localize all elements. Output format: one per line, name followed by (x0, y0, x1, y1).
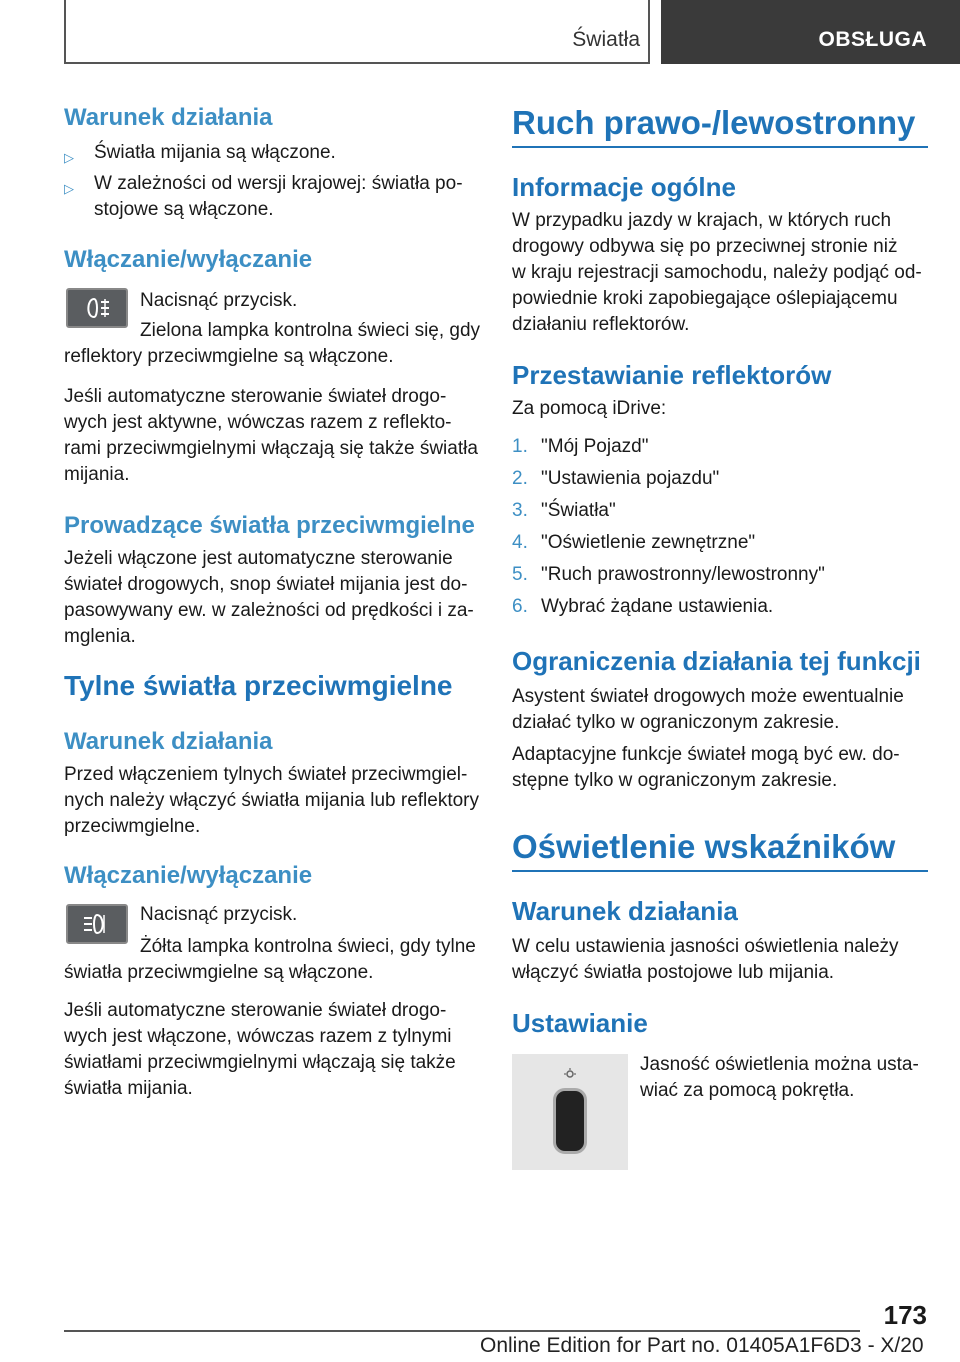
paragraph-line: wych jest włączone, wówczas razem z tylnymi (64, 1026, 452, 1047)
paragraph (512, 684, 904, 736)
heading-wlaczanie-wylaczanie: Włączanie/wyłączanie (64, 862, 313, 889)
chapter-tab (661, 0, 960, 64)
step-number: 5. (512, 564, 528, 585)
step-text: "Ustawienia pojazdu" (541, 468, 720, 489)
paragraph-line: Jeżeli włączone jest automatyczne sterowanie (64, 548, 453, 569)
fog-light-button-image (66, 288, 128, 328)
paragraph (64, 762, 479, 840)
paragraph-line: nych należy włączyć światła mijania lub reflektory (64, 790, 479, 811)
rear-fog-light-icon (82, 912, 112, 936)
paragraph (64, 998, 456, 1102)
page-number: 173 (883, 1300, 927, 1330)
paragraph-line: Adaptacyjne funkcje świateł mogą być ew. do‐ (512, 744, 900, 765)
heading-ograniczenia: Ograniczenia działania tej funkcji (512, 646, 921, 676)
step-number: 4. (512, 532, 528, 553)
paragraph-line: mijania. (64, 464, 130, 485)
heading-underline (512, 870, 928, 872)
footer-rule (64, 1330, 860, 1332)
heading-ustawianie: Ustawianie (512, 1008, 648, 1038)
heading-informacje-ogolne: Informacje ogólne (512, 172, 736, 202)
bullet-text-cont: stojowe są włączone. (94, 199, 274, 220)
chapter-tab-label: OBSŁUGA (818, 28, 927, 51)
front-fog-light-icon (82, 296, 112, 320)
paragraph (512, 934, 899, 986)
brightness-knob-image (512, 1054, 628, 1170)
status-text: Zielona lampka kontrolna świeci się, gdy (140, 320, 481, 341)
triangle-bullet-icon: ▷ (64, 150, 74, 165)
paragraph-line: światła mijania. (64, 1078, 193, 1099)
paragraph-line: Asystent świateł drogowych może ewentualnie (512, 686, 904, 707)
step-text: "Mój Pojazd" (541, 436, 649, 457)
instruction-text: Nacisnąć przycisk. (140, 904, 298, 925)
header-rule-bottom (64, 62, 650, 64)
thumbwheel (553, 1088, 587, 1154)
step-number: 2. (512, 468, 528, 489)
paragraph-line: stępne tylko w ograniczonym zakresie. (512, 770, 838, 791)
paragraph-line: powiednie kroki zapobiegające oślepiającemu (512, 288, 898, 309)
status-text: Żółta lampka kontrolna świeci, gdy tylne (140, 936, 476, 957)
bullet-text: Światła mijania są włączone. (94, 142, 336, 163)
paragraph-line: Jeśli automatyczne sterowanie świateł drogo‐ (64, 386, 447, 407)
header-rule-left (64, 0, 66, 64)
paragraph-line: Przed włączeniem tylnych świateł przeciwmgiel‐ (64, 764, 468, 785)
section-title: Światła (572, 28, 640, 51)
paragraph-line: mglenia. (64, 626, 136, 647)
step-text: "Światła" (541, 500, 616, 521)
heading-tylne-swiatla: Tylne światła przeciwmgielne (64, 670, 453, 701)
paragraph-line: Jasność oświetlenia można usta‐ (640, 1054, 919, 1075)
step-number: 1. (512, 436, 528, 457)
footer-edition: Online Edition for Part no. 01405A1F6D3 - X/20 (480, 1334, 924, 1357)
paragraph-line: drogowy odbywa się po przeciwnej stronie niż (512, 236, 898, 257)
heading-warunek-dzialania: Warunek działania (64, 104, 273, 131)
paragraph-line: rami przeciwmgielnymi włączają się także światła (64, 438, 478, 459)
step-text: Wybrać żądane ustawienia. (541, 596, 774, 617)
heading-underline (512, 146, 928, 148)
paragraph-line: Jeśli automatyczne sterowanie świateł drogo‐ (64, 1000, 447, 1021)
rear-fog-light-button-image (66, 904, 128, 944)
paragraph: Za pomocą iDrive: (512, 398, 667, 419)
heading-prowadzace-swiatla: Prowadzące światła przeciwmgielne (64, 512, 475, 539)
heading-przestawianie-reflektorow: Przestawianie reflektorów (512, 360, 832, 390)
paragraph-line: wych jest aktywne, wówczas razem z reflekto‐ (64, 412, 452, 433)
step-text: "Ruch prawostronny/lewostronny" (541, 564, 825, 585)
triangle-bullet-icon: ▷ (64, 181, 74, 196)
paragraph (512, 208, 922, 338)
paragraph-line: przeciwmgielne. (64, 816, 201, 837)
paragraph-line: świateł drogowych, snop świateł mijania jest do‐ (64, 574, 468, 595)
paragraph-line: w kraju rejestracji samochodu, należy podjąć od‐ (512, 262, 922, 283)
step-number: 6. (512, 596, 528, 617)
paragraph-line: W przypadku jazdy w krajach, w których ruch (512, 210, 892, 231)
paragraph-line: działać tylko w ograniczonym zakresie. (512, 712, 840, 733)
dashboard-light-icon (564, 1068, 576, 1080)
paragraph (640, 1052, 919, 1104)
heading-warunek-dzialania: Warunek działania (512, 896, 738, 926)
heading-warunek-dzialania: Warunek działania (64, 728, 273, 755)
status-text-cont: reflektory przeciwmgielne są włączone. (64, 346, 394, 367)
paragraph-line: pasowywany ew. w zależności od prędkości i za‐ (64, 600, 474, 621)
heading-oswietlenie-wskaznikow: Oświetlenie wskaźników (512, 828, 896, 865)
instruction-text: Nacisnąć przycisk. (140, 290, 298, 311)
status-text-cont: światła przeciwmgielne są włączone. (64, 962, 374, 983)
paragraph-line: włączyć światła postojowe lub mijania. (512, 962, 835, 983)
paragraph (64, 546, 474, 650)
step-text: "Oświetlenie zewnętrzne" (541, 532, 756, 553)
paragraph-line: działaniu reflektorów. (512, 314, 690, 335)
paragraph-line: W celu ustawienia jasności oświetlenia należy (512, 936, 899, 957)
bullet-text: W zależności od wersji krajowej: światła po‐ (94, 173, 463, 194)
paragraph-line: wiać za pomocą pokrętła. (640, 1080, 855, 1101)
step-number: 3. (512, 500, 528, 521)
paragraph-line: światłami przeciwmgielnymi włączają się także (64, 1052, 456, 1073)
paragraph (512, 742, 900, 794)
heading-ruch-prawo-lewostronny: Ruch prawo-/lewostronny (512, 104, 916, 141)
header-rule-mid (648, 0, 650, 64)
heading-wlaczanie-wylaczanie: Włączanie/wyłączanie (64, 246, 313, 273)
paragraph (64, 384, 478, 488)
